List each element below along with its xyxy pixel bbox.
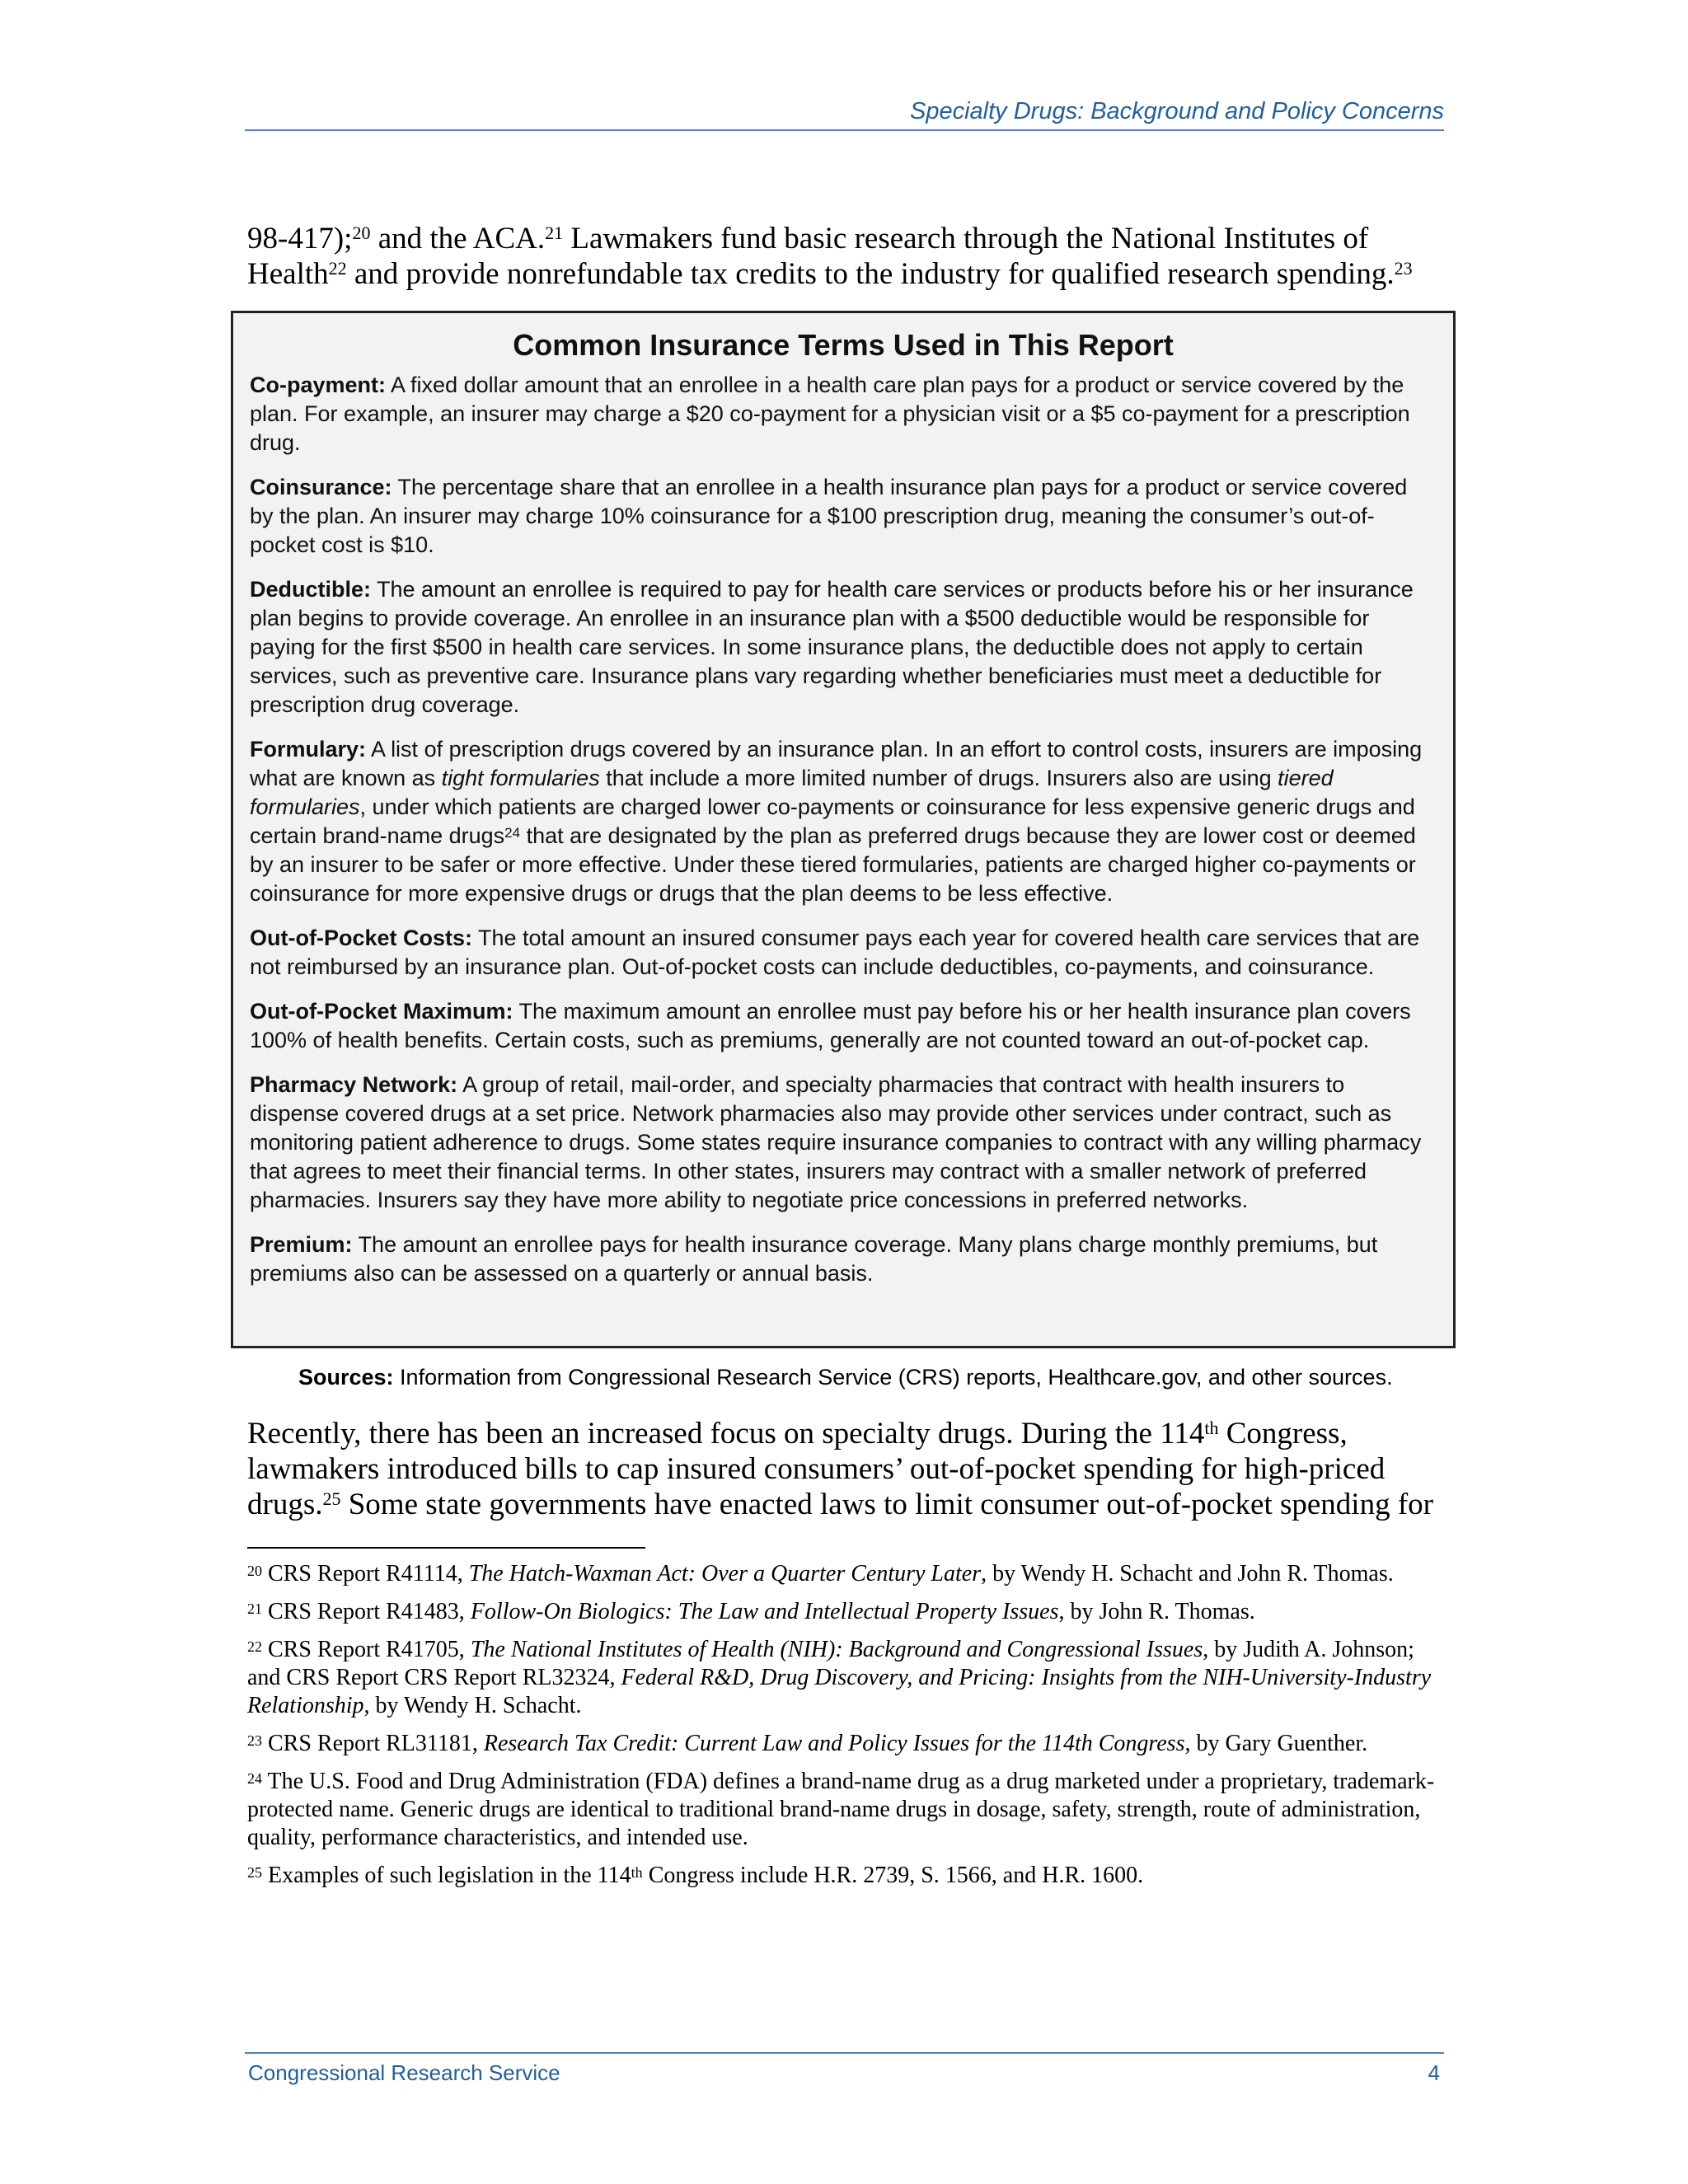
term-name: Out-of-Pocket Maximum: bbox=[250, 999, 513, 1024]
term-definition: The maximum amount an enrollee must pay before his or her health insurance plan covers 100% of health benefits. Certain costs, such as premiums, generally are not counted toward an out-of-pocket cap. bbox=[250, 999, 1411, 1052]
term-definition: The total amount an insured consumer pays each year for covered health care services that are not reimbursed by an insurance plan. Out-of-pocket costs can include deductibles, co-payments, and coinsurance. bbox=[250, 926, 1420, 979]
footnote-ref-24[interactable]: 24 bbox=[504, 825, 521, 841]
term-copayment bbox=[250, 371, 1437, 457]
footnote-22: $^{22}$ CRS Report R41705, The National Institutes of Health (NIH): Background and Congressional Issues, by Judith A. Johnson; and CRS Report CRS Report RL32324, Federal R&D, Drug Discovery, and Pricing: Insights from the NIH-University-Industry Relationship, by Wendy H. Schacht. bbox=[247, 1637, 1432, 1718]
term-definition: The percentage share that an enrollee in a health insurance plan pays for a product or service covered by the plan. An insurer may charge 10% coinsurance for a $100 prescription drug, meaning the consumer’s out-of-pocket cost is $10. bbox=[250, 475, 1408, 557]
term-definition: The amount an enrollee is required to pay for health care services or products before his or her insurance plan begins to provide coverage. An enrollee in an insurance plan with a $500 deductible would be responsible for paying for the first $500 in health care services. In some insurance plans, the deductible does not apply to certain services, such as preventive care. Insurance plans vary regarding whether beneficiaries must meet a deductible for prescription drug coverage. bbox=[250, 577, 1414, 717]
term-definition: The amount an enrollee pays for health insurance coverage. Many plans charge monthly premiums, but premiums also can be assessed on a quarterly or annual basis. bbox=[250, 1232, 1378, 1286]
sources-label: Sources: bbox=[298, 1365, 394, 1390]
term-name: Pharmacy Network: bbox=[250, 1072, 458, 1097]
box-title: Common Insurance Terms Used in This Report bbox=[513, 328, 1174, 362]
footnotes bbox=[247, 1560, 1442, 1900]
footnote-ref-22[interactable]: 22 bbox=[328, 258, 347, 279]
footnote-ref-21[interactable]: 21 bbox=[545, 223, 564, 243]
term-name: Co-payment: bbox=[250, 373, 387, 397]
footnote-ref-23[interactable]: 23 bbox=[1394, 258, 1413, 279]
term-emphasis: tight formularies bbox=[441, 766, 600, 790]
footnote-ref-20[interactable]: 20 bbox=[352, 223, 371, 243]
term-definition: A group of retail, mail-order, and specialty pharmacies that contract with health insurers to dispense covered drugs at a set price. Network pharmacies also may provide other services under contract, such as monitoring patient adherence to drugs. Some states require insurance companies to contract with any willing pharmacy that agrees to meet their financial terms. In other states, insurers may contract with a smaller network of preferred pharmacies. Insurers say they have more ability to negotiate price concessions in preferred networks. bbox=[250, 1072, 1422, 1212]
term-name: Deductible: bbox=[250, 577, 372, 602]
term-out-of-pocket-costs bbox=[250, 924, 1437, 982]
term-name: Premium: bbox=[250, 1232, 353, 1257]
footnote-24: $^{24}$ The U.S. Food and Drug Administration (FDA) defines a brand-name drug as a drug marketed under a proprietary, trademark-protected name. Generic drugs are identical to traditional brand-name drugs in dosage, safety, strength, route of administration, quality, performance characteristics, and intended use. bbox=[247, 1769, 1435, 1850]
term-pharmacy-network bbox=[250, 1071, 1437, 1215]
cited-title: The National Institutes of Health (NIH): Background and Congressional Issues bbox=[470, 1637, 1203, 1662]
footnote-ref-25[interactable]: 25 bbox=[322, 1488, 341, 1509]
cited-title: The Hatch-Waxman Act: Over a Quarter Century Later bbox=[468, 1561, 982, 1586]
term-emphasis: tiered formularies bbox=[250, 766, 1334, 819]
term-definition: A fixed dollar amount that an enrollee in a health care plan pays for a product or service covered by the plan. For example, an insurer may charge a $20 co-payment for a physician visit or a $5 co-payment for a prescription drug. bbox=[250, 373, 1410, 455]
term-deductible bbox=[250, 575, 1437, 719]
term-coinsurance bbox=[250, 473, 1437, 560]
term-name: Formulary: bbox=[250, 737, 367, 762]
report-title: Specialty Drugs: Background and Policy Concerns bbox=[910, 98, 1444, 124]
intro-paragraph: 98-417);$^{20}$ and the ACA.$^{21}$ Lawmakers fund basic research through the National Institutes of Health$^{22}$ and provide nonrefundable tax credits to the industry for qualified research spending.$^{23}$ bbox=[247, 222, 1413, 291]
footnote-separator bbox=[247, 1547, 645, 1549]
footnote-25: $^{25}$ Examples of such legislation in the 114th Congress include H.R. 2739, S. 1566, and H.R. 1600. bbox=[247, 1863, 1144, 1888]
running-header bbox=[245, 97, 1444, 131]
insurance-terms-box bbox=[231, 311, 1456, 1348]
running-footer bbox=[245, 2052, 1444, 2086]
footnote-23: $^{23}$ CRS Report RL31181, Research Tax Credit: Current Law and Policy Issues for the 114th Congress, by Gary Guenther. bbox=[247, 1731, 1368, 1756]
cited-title: Federal R&D, Drug Discovery, and Pricing: Insights from the NIH-University-Industry Relationship bbox=[247, 1665, 1432, 1718]
footnote-21: $^{21}$ CRS Report R41483, Follow-On Biologics: The Law and Intellectual Property Issues, by John R. Thomas. bbox=[247, 1599, 1255, 1624]
page-number: 4 bbox=[1428, 2060, 1440, 2085]
term-out-of-pocket-maximum bbox=[250, 997, 1437, 1055]
footnote-20: $^{20}$ CRS Report R41114, The Hatch-Waxman Act: Over a Quarter Century Later, by Wendy H. Schacht and John R. Thomas. bbox=[247, 1561, 1394, 1586]
cited-title: Research Tax Credit: Current Law and Policy Issues for the 114th Congress bbox=[483, 1731, 1185, 1756]
sources-text: Information from Congressional Research Service (CRS) reports, Healthcare.gov, and other sources. bbox=[393, 1365, 1393, 1390]
sources-note bbox=[298, 1363, 1452, 1392]
footer-organization: Congressional Research Service bbox=[248, 2060, 560, 2085]
term-formulary: Formulary: A list of prescription drugs covered by an insurance plan. In an effort to control costs, insurers are imposing what are known as tight formularies that include a more limited number of drugs. Insurers also are using tiered formularies, under which patients are charged lower co-payments or coinsurance for less expensive generic drugs and certain brand-name drugs$^{24}$ that are designated by the plan as preferred drugs because they are lower cost or deemed by an insurer to be safer or more effective. Under these tiered formularies, patients are charged higher co-payments or coinsurance for more expensive drugs or drugs that the plan deems to be less effective. bbox=[250, 737, 1423, 906]
term-premium bbox=[250, 1230, 1437, 1288]
cited-title: Follow-On Biologics: The Law and Intellectual Property Issues bbox=[470, 1599, 1059, 1624]
term-name: Out-of-Pocket Costs: bbox=[250, 926, 472, 950]
term-name: Coinsurance: bbox=[250, 475, 392, 499]
specialty-drugs-paragraph: Recently, there has been an increased focus on specialty drugs. During the 114th Congress, lawmakers introduced bills to cap insured consumers’ out-of-pocket spending for high-priced drugs.$^{25}$ Some state governments have enacted laws to limit consumer out-of-pocket spending for bbox=[247, 1417, 1433, 1521]
